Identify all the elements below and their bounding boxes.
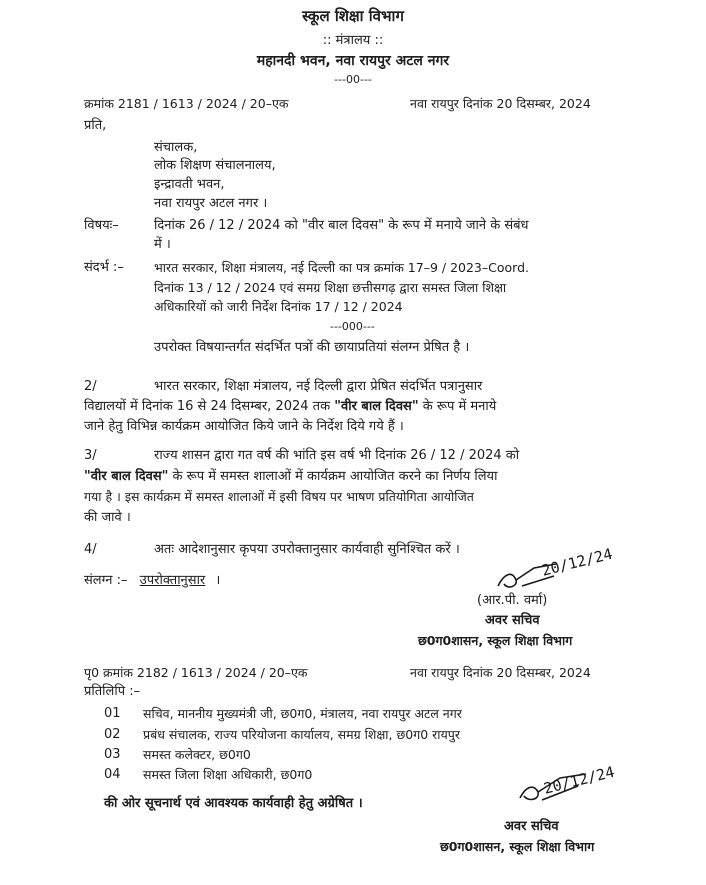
enclosure-value: उपरोक्तानुसार <box>139 573 206 588</box>
paragraph-2-line <box>84 398 496 416</box>
signature-1-date-handwriting: 20/12/24 <box>539 544 615 580</box>
signature-2-designation: अवर सचिव <box>504 819 559 834</box>
enclosure <box>84 572 220 590</box>
paragraph-4-text: अतः आदेशानुसार कृपया उपरोक्तानुसार कार्यवाही सुनिश्चित करें । <box>154 542 460 557</box>
order-date: नवा रायपुर दिनांक 20 दिसम्बर, 2024 <box>410 96 591 111</box>
recipient-line: इन्द्रावती भवन, <box>154 177 225 192</box>
paragraph-2-line: जाने हेतु विभिन्न कार्यक्रम आयोजित किये जाने के निर्देश दिये गये हैं । <box>84 419 404 434</box>
letterhead-department: स्कूल शिक्षा विभाग <box>302 7 404 25</box>
paragraph-2-number: 2/ <box>84 379 97 394</box>
copy-item-number: 03 <box>104 747 121 762</box>
copy-item-number: 04 <box>104 767 121 782</box>
signature-1-office: छ0ग0शासन, स्कूल शिक्षा विभाग <box>418 633 573 648</box>
subject-line: दिनांक 26 / 12 / 2024 को "वीर बाल दिवस" के रूप में मनाये जाने के संबंध <box>154 218 529 233</box>
copy-item-text: सचिव, माननीय मुख्यमंत्री जी, छ0ग0, मंत्रालय, नवा रायपुर अटल नगर <box>143 706 462 721</box>
copy-date: नवा रायपुर दिनांक 20 दिसम्बर, 2024 <box>410 665 591 680</box>
enclosure-label: संलग्न :– <box>84 573 128 588</box>
signature-1-name: (आर.पी. वर्मा) <box>477 593 548 608</box>
copy-item-text: समस्त कलेक्टर, छ0ग0 <box>143 747 251 762</box>
paragraph-3-line: गया है । इस कार्यक्रम में समस्त शालाओं में इसी विषय पर भाषण प्रतियोगिता आयोजित <box>84 489 474 504</box>
recipient-line: नवा रायपुर अटल नगर । <box>154 196 268 211</box>
recipient-line: संचालक, <box>154 140 198 155</box>
signature-2-office: छ0ग0शासन, स्कूल शिक्षा विभाग <box>440 839 595 854</box>
copy-footer: की ओर सूचनार्थ एवं आवश्यक कार्यवाही हेतु अग्रेषित । <box>104 796 363 811</box>
copy-label: प्रतिलिपि :– <box>84 684 141 699</box>
copy-item-text: समस्त जिला शिक्षा अधिकारी, छ0ग0 <box>143 767 313 782</box>
paragraph-3-text: के रूप में समस्त शालाओं में कार्यक्रम आयोजित करने का निर्णय लिया <box>172 469 498 484</box>
copy-item-text: प्रबंध संचालक, राज्य परियोजना कार्यालय, समग्र शिक्षा, छ0ग0 रायपुर <box>143 727 460 742</box>
copy-number: पृ0 क्रमांक 2182 / 1613 / 2024 / 20–एक <box>84 665 308 680</box>
paragraph-3-number: 3/ <box>84 448 97 463</box>
signature-1-designation: अवर सचिव <box>485 613 540 628</box>
copy-item-number: 02 <box>104 727 121 742</box>
reference-line: अधिकारियों को जारी निर्देश दिनांक 17 / 12 / 2024 <box>154 299 403 314</box>
recipient-line: लोक शिक्षण संचालनालय, <box>154 158 276 173</box>
letterhead-divider: ---00--- <box>334 73 372 86</box>
prati-label: प्रति, <box>84 118 107 133</box>
veer-bal-diwas-emphasis: "वीर बाल दिवस" <box>334 399 419 414</box>
paragraph-3-line: की जावे । <box>84 510 131 525</box>
reference-divider: ---000--- <box>330 320 375 333</box>
reference-line: दिनांक 13 / 12 / 2024 एवं समग्र शिक्षा छत्तीसगढ़ द्वारा समस्त जिला शिक्षा <box>154 280 507 295</box>
letterhead-address: महानदी भवन, नवा रायपुर अटल नगर <box>256 53 450 69</box>
order-number: क्रमांक 2181 / 1613 / 2024 / 20–एक <box>84 96 289 111</box>
paragraph-3-line: राज्य शासन द्वारा गत वर्ष की भांति इस वर्ष भी दिनांक 26 / 12 / 2024 को <box>154 448 520 463</box>
letterhead-ministry: :: मंत्रालय :: <box>322 33 384 48</box>
reference-label: संदर्भ :– <box>84 260 124 275</box>
subject-line: में । <box>154 237 171 252</box>
paragraph-2-text: के रूप में मनाये <box>422 399 497 414</box>
enclosure-end: । <box>215 573 221 588</box>
paragraph-2-line: भारत सरकार, शिक्षा मंत्रालय, नई दिल्ली द्वारा प्रेषित संदर्भित पत्रानुसार <box>154 379 483 394</box>
paragraph-2-text: विद्यालयों में दिनांक 16 से 24 दिसम्बर, 2024 तक <box>84 399 331 414</box>
signature-2-date-handwriting: 20/12/24 <box>541 762 617 798</box>
paragraph-4-number: 4/ <box>84 542 97 557</box>
paragraph-3-line <box>84 468 497 486</box>
reference-line: भारत सरकार, शिक्षा मंत्रालय, नई दिल्ली का पत्र क्रमांक 17–9 / 2023–Coord. <box>154 260 529 275</box>
copy-item-number: 01 <box>104 706 121 721</box>
paragraph-1: उपरोक्त विषयान्तर्गत संदर्भित पत्रों की छायाप्रतियां संलग्न प्रेषित है । <box>154 340 470 355</box>
veer-bal-diwas-emphasis: "वीर बाल दिवस" <box>84 469 169 484</box>
subject-label: विषयः– <box>84 218 119 233</box>
